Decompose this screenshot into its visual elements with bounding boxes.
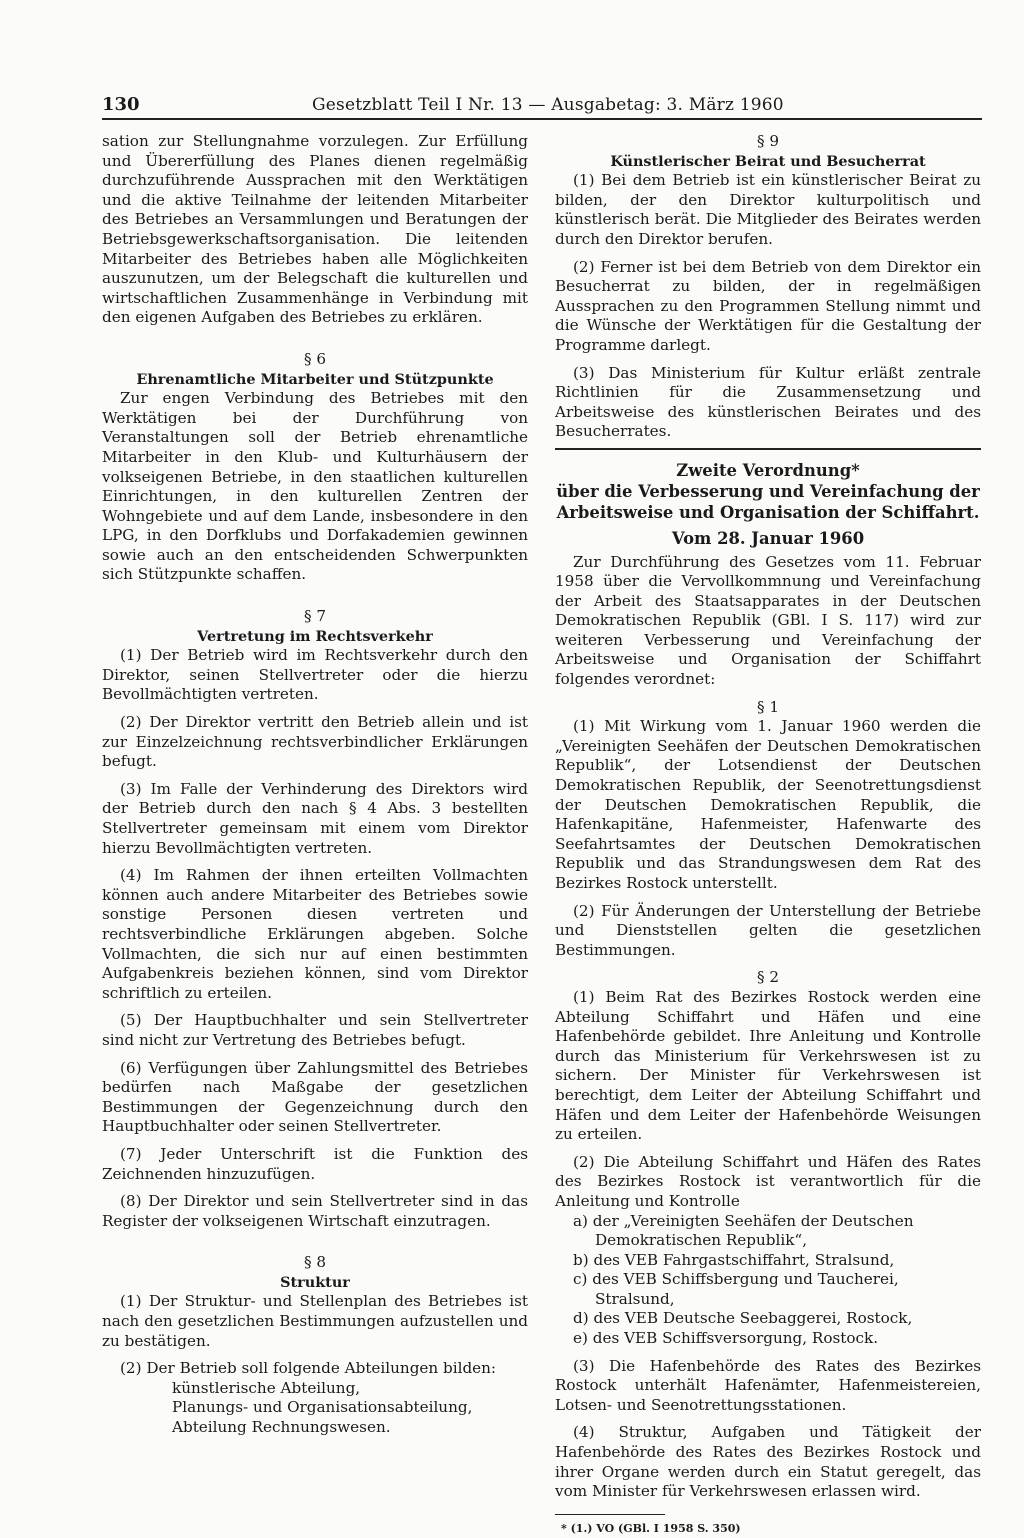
decree-section-1-paragraph-2: (2) Für Änderungen der Unterstellung der Betriebe und Dienststellen gelten die gesetzlichen Bestimmungen.	[555, 901, 981, 959]
page-number: 130	[102, 94, 140, 115]
decree-section-1-paragraph-1: (1) Mit Wirkung vom 1. Januar 1960 werden die „Vereinigten Seehäfen der Deutschen Demokratischen Republik“, der Lotsendienst der Deutschen Demokratischen Republik, der Seenotrettungsdienst der Deutschen Demokratischen Republik, die Hafenkapitäne, Hafenmeister, Hafenwarte des Seefahrtsamtes der Deutschen Demokratischen Republik und das Strandungswesen dem Rat des Bezirkes Rostock unterstellt.	[555, 717, 981, 892]
department-item: künstlerische Abteilung,	[172, 1378, 361, 1397]
section-8-paragraph-2: (2) Der Betrieb soll folgende Abteilungen bilden:	[120, 1359, 497, 1378]
section-6-text: Zur engen Verbindung des Betriebes mit den Werktätigen bei der Durchführung von Veranstaltungen soll der Betrieb ehrenamtliche Mitarbeiter in den Klub- und Kulturhäusern der volkseigenen Betriebe, in den staatlichen kulturellen Einrichtungen, in den kulturellen Zentren der Wohngebiete und auf dem Lande, insbesondere in den LPG, in den Dorfklubs und Dorfakademien gewinnen sowie auch an den entscheidenden Schwerpunkten sich Stützpunkte schaffen.	[102, 389, 528, 584]
section-7-paragraph-7: (7) Jeder Unterschrift ist die Funktion des Zeichnenden hinzuzufügen.	[102, 1144, 528, 1183]
decree-section-2-paragraph-3: (3) Die Hafenbehörde des Rates des Bezirkes Rostock unterhält Hafenämter, Hafenmeistereien, Lotsen- und Seenotrettungsstationen.	[555, 1356, 981, 1414]
section-6-number: § 6	[303, 349, 327, 368]
running-title: Gesetzblatt Teil I Nr. 13 — Ausgabetag: 3. März 1960	[312, 95, 784, 115]
decree-title-line-2: über die Verbesserung und Vereinfachung der	[556, 481, 980, 501]
decree-section-2-paragraph-2: (2) Die Abteilung Schiffahrt und Häfen des Rates des Bezirkes Rostock ist verantwortlich für die Anleitung und Kontrolle	[555, 1152, 981, 1210]
decree-title-line-1: Zweite Verordnung*	[676, 460, 860, 480]
list-item: b) des VEB Fahrgastschiffahrt, Stralsund,	[573, 1250, 895, 1269]
decree-date: Vom 28. Januar 1960	[671, 528, 865, 548]
section-9-paragraph-1: (1) Bei dem Betrieb ist ein künstlerischer Beirat zu bilden, der den Direktor kulturpolitisch und künstlerisch berät. Die Mitglieder des Beirates werden durch den Direktor berufen.	[555, 171, 981, 248]
left-column	[102, 132, 528, 1438]
intro-paragraph: sation zur Stellungnahme vorzulegen. Zur Erfüllung und Übererfüllung des Planes dienen regelmäßig durchzuführende Aussprachen mit den Werktätigen und die aktive Teilnahme der leitenden Mitarbeiter des Betriebes an Versammlungen und Beratungen der Betriebsgewerkschaftsorganisation. Die leitenden Mitarbeiter des Betriebes haben alle Möglichkeiten auszunutzen, um der Belegschaft die kulturellen und wirtschaftlichen Zusammenhänge in Verbindung mit den eigenen Aufgaben des Betriebes zu erklären.	[102, 132, 528, 327]
decree-section-1-number: § 1	[756, 697, 780, 716]
section-9-number: § 9	[756, 132, 780, 150]
section-9-title: Künstlerischer Beirat und Besucherrat	[610, 152, 926, 170]
section-7-paragraph-8: (8) Der Direktor und sein Stellvertreter sind in das Register der volkseigenen Wirtschaft einzutragen.	[102, 1192, 528, 1230]
footnote: * (1.) VO (GBl. I 1958 S. 350)	[561, 1521, 741, 1535]
section-7-paragraph-4: (4) Im Rahmen der ihnen erteilten Vollmachten können auch andere Mitarbeiter des Betriebes sowie sonstige Personen diesen vertreten und rechtsverbindliche Erklärungen abgeben. Solche Vollmachten, die sich nur auf einen bestimmten Aufgabenkreis beziehen können, sind vom Direktor schriftlich zu erteilen.	[102, 866, 528, 1002]
decree-title-line-3: Arbeitsweise und Organisation der Schiffahrt.	[556, 502, 980, 522]
section-7-number: § 7	[303, 607, 327, 626]
list-item: c) des VEB Schiffsbergung und Taucherei, Stralsund,	[573, 1270, 899, 1308]
footnote-rule	[555, 1514, 665, 1515]
section-7-paragraph-2: (2) Der Direktor vertritt den Betrieb allein und ist zur Einzelzeichnung rechtsverbindlicher Erklärungen befugt.	[102, 713, 528, 771]
section-7-paragraph-6: (6) Verfügungen über Zahlungsmittel des Betriebes bedürfen nach Maßgabe der gesetzlichen Bestimmungen der Gegenzeichnung durch den Hauptbuchhalter oder seinen Stellvertreter.	[102, 1058, 528, 1136]
section-7-title: Vertretung im Rechtsverkehr	[197, 627, 433, 645]
section-7-paragraph-3: (3) Im Falle der Verhinderung des Direktors wird der Betrieb durch den nach § 4 Abs. 3 bestellten Stellvertreter gemeinsam mit einem vom Direktor hierzu Bevollmächtigten vertreten.	[102, 779, 528, 857]
right-column	[555, 132, 981, 1538]
section-9-paragraph-2: (2) Ferner ist bei dem Betrieb von dem Direktor ein Besucherrat zu bilden, der in regelmäßigen Aussprachen zu den Programmen Stellung nimmt und die Wünsche der Werktätigen für die Gestaltung der Programme darlegt.	[555, 257, 981, 354]
section-8-title: Struktur	[280, 1273, 350, 1291]
department-item: Planungs- und Organisationsabteilung,	[172, 1398, 473, 1417]
list-item: a) der „Vereinigten Seehäfen der Deutschen Demokratischen Republik“,	[573, 1211, 914, 1250]
section-7-paragraph-1: (1) Der Betrieb wird im Rechtsverkehr durch den Direktor, seinen Stellvertreter oder die hierzu Bevollmächtigten vertreten.	[102, 646, 528, 704]
section-7-paragraph-5: (5) Der Hauptbuchhalter und sein Stellvertreter sind nicht zur Vertretung des Betriebes befugt.	[102, 1011, 528, 1049]
decree-intro: Zur Durchführung des Gesetzes vom 11. Februar 1958 über die Vervollkommnung und Vereinfachung der Arbeit des Staatsapparates in der Deutschen Demokratischen Republik (GBl. I S. 117) wird zur weiteren Verbesserung und Vereinfachung der Arbeitsweise und Organisation der Schiffahrt folgendes verordnet:	[555, 552, 981, 689]
section-divider	[555, 448, 981, 450]
list-item: e) des VEB Schiffsversorgung, Rostock.	[573, 1329, 879, 1348]
section-8-number: § 8	[303, 1253, 327, 1272]
decree-section-2-paragraph-1: (1) Beim Rat des Bezirkes Rostock werden eine Abteilung Schiffahrt und Häfen und eine Hafenbehörde gebildet. Ihre Anleitung und Kontrolle durch das Ministerium für Verkehrswesen ist zu sichern. Der Minister für Verkehrswesen ist berechtigt, dem Leiter der Abteilung Schiffahrt und Häfen und dem Leiter der Hafenbehörde Weisungen zu erteilen.	[555, 987, 981, 1144]
decree-section-2-paragraph-4: (4) Struktur, Aufgaben und Tätigkeit der Hafenbehörde des Rates des Bezirkes Rostock und ihrer Organe werden durch ein Statut geregelt, das vom Minister für Verkehrswesen erlassen wird.	[555, 1423, 981, 1501]
decree-section-2-number: § 2	[756, 968, 780, 987]
section-9-paragraph-3: (3) Das Ministerium für Kultur erläßt zentrale Richtlinien für die Zusammensetzung und Arbeitsweise des künstlerischen Beirates und des Besucherrates.	[555, 363, 981, 441]
list-item: d) des VEB Deutsche Seebaggerei, Rostock,	[573, 1309, 913, 1328]
department-item: Abteilung Rechnungswesen.	[172, 1418, 391, 1437]
section-8-paragraph-1: (1) Der Struktur- und Stellenplan des Betriebes ist nach den gesetzlichen Bestimmungen aufzustellen und zu bestätigen.	[102, 1292, 528, 1350]
page-header	[102, 92, 982, 120]
section-6-title: Ehrenamtliche Mitarbeiter und Stützpunkte	[136, 370, 494, 388]
